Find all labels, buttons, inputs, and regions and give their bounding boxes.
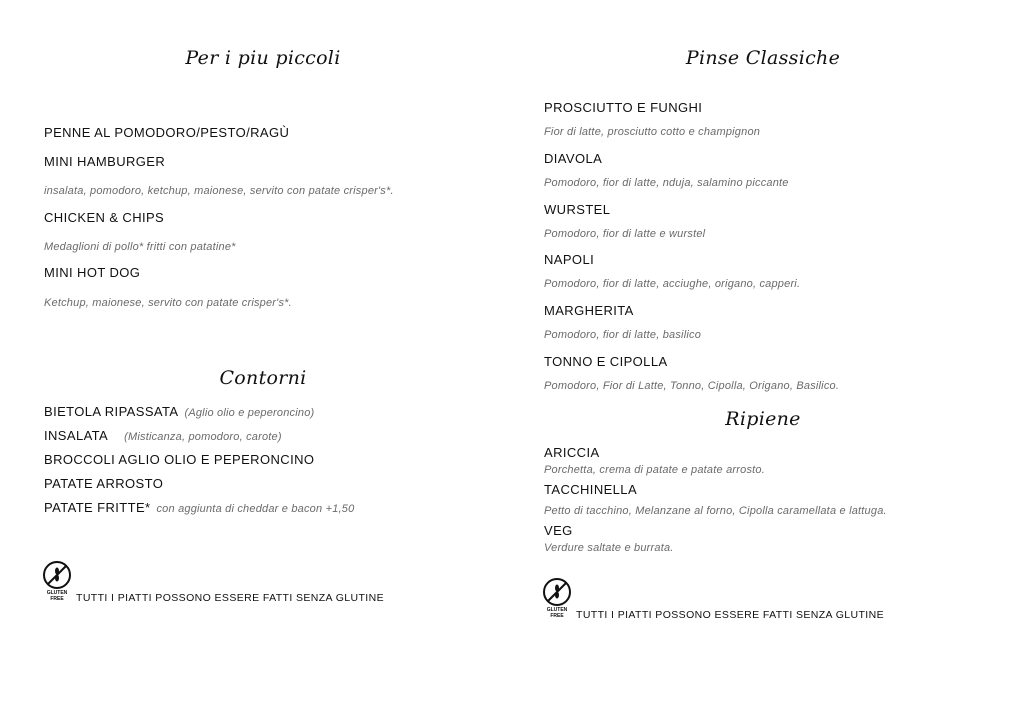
menu-item-desc: Medaglioni di pollo* fritti con patatine* [44, 241, 236, 253]
gluten-free-note: TUTTI I PIATTI POSSONO ESSERE FATTI SENZA GLUTINE [576, 609, 885, 621]
menu-item-desc: (Aglio olio e peperoncino) [184, 407, 315, 419]
menu-item-desc: Fior di latte, prosciutto cotto e champignon [544, 126, 761, 138]
menu-item-name: PENNE AL POMODORO/PESTO/RAGÙ [44, 125, 290, 140]
menu-item-desc: Ketchup, maionese, servito con patate crisper's*. [44, 297, 292, 309]
menu-item-name: WURSTEL [544, 202, 611, 217]
menu-item-name: NAPOLI [544, 252, 595, 267]
menu-item-desc: Pomodoro, fior di latte e wurstel [544, 228, 706, 240]
side-dish-row [44, 500, 354, 517]
menu-item-name: MARGHERITA [544, 303, 634, 318]
menu-item-desc: Petto di tacchino, Melanzane al forno, Cipolla caramellata e lattuga. [544, 505, 887, 517]
menu-item-name: BROCCOLI AGLIO OLIO E PEPERONCINO [44, 452, 315, 467]
menu-item-desc: Pomodoro, fior di latte, basilico [544, 329, 702, 341]
menu-item-name: TACCHINELLA [544, 482, 638, 497]
menu-item-name: PROSCIUTTO E FUNGHI [544, 100, 703, 115]
menu-item-name: ARICCIA [544, 445, 600, 460]
gluten-free-icon [542, 577, 572, 607]
side-dish-row [44, 428, 282, 445]
menu-item-desc: insalata, pomodoro, ketchup, maionese, servito con patate crisper's*. [44, 185, 394, 197]
section-title-contorni: Contorni [219, 367, 307, 389]
menu-item-desc: Verdure saltate e burrata. [544, 542, 674, 554]
menu-item-name: PATATE FRITTE* [44, 500, 151, 515]
section-title-ripiene: Ripiene [725, 408, 801, 430]
menu-item-desc: Porchetta, crema di patate e patate arrosto. [544, 464, 765, 476]
menu-item-name: MINI HAMBURGER [44, 154, 166, 169]
menu-item-name: PATATE ARROSTO [44, 476, 164, 491]
menu-item-name: BIETOLA RIPASSATA [44, 404, 179, 419]
gluten-free-badge: GLUTEN FREE [540, 577, 574, 619]
menu-item-desc: Pomodoro, Fior di Latte, Tonno, Cipolla, Origano, Basilico. [544, 380, 840, 392]
menu-item-name: INSALATA [44, 428, 109, 443]
menu-item-desc: Pomodoro, fior di latte, nduja, salamino piccante [544, 177, 789, 189]
menu-item-desc: (Misticanza, pomodoro, carote) [124, 431, 282, 443]
menu-item-name: TONNO E CIPOLLA [544, 354, 668, 369]
menu-item-desc: con aggiunta di cheddar e bacon +1,50 [156, 503, 355, 515]
menu-item-desc: Pomodoro, fior di latte, acciughe, origano, capperi. [544, 278, 801, 290]
gluten-free-note: TUTTI I PIATTI POSSONO ESSERE FATTI SENZA GLUTINE [76, 592, 385, 604]
menu-item-name: DIAVOLA [544, 151, 603, 166]
side-dish-row [44, 404, 314, 421]
menu-item-name: MINI HOT DOG [44, 265, 141, 280]
menu-item-name: VEG [544, 523, 573, 538]
section-title-classiche: Pinse Classiche [685, 47, 841, 69]
menu-item-name: CHICKEN & CHIPS [44, 210, 165, 225]
gluten-free-icon [42, 560, 72, 590]
section-title-kids: Per i piu piccoli [185, 47, 341, 69]
gluten-free-badge: GLUTEN FREE [40, 560, 74, 602]
